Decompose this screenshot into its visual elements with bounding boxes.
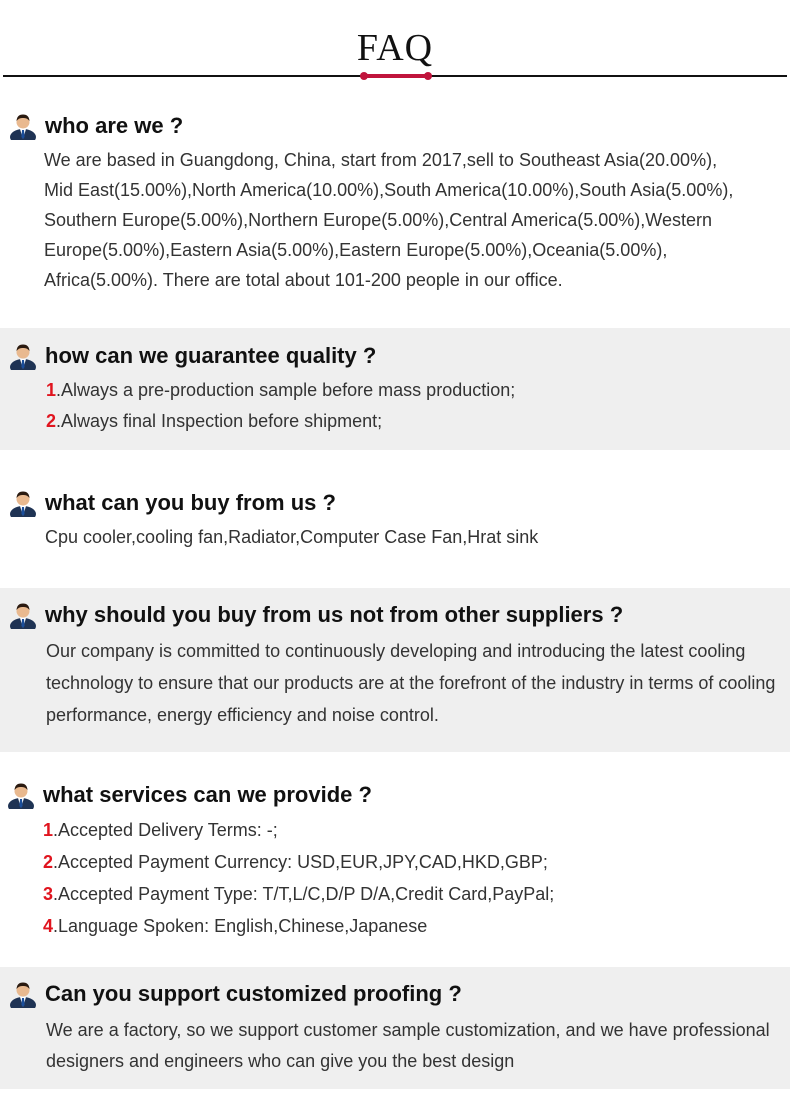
question-text: Can you support customized proofing ?	[45, 981, 462, 1006]
list-number: 1	[43, 820, 54, 840]
list-item	[43, 820, 278, 841]
question-row	[9, 342, 376, 370]
question-row	[9, 489, 336, 517]
answer-line: technology to ensure that our products are at the forefront of the industry in terms of cooling	[46, 673, 776, 693]
businessman-avatar-icon	[9, 112, 37, 140]
list-text: .Always a pre-production sample before mass production;	[56, 380, 516, 400]
list-text: .Accepted Payment Type: T/T,L/C,D/P D/A,Credit Card,PayPal;	[53, 884, 555, 904]
list-text: .Always final Inspection before shipment;	[56, 411, 383, 431]
header-accent	[364, 74, 428, 78]
list-number: 2	[46, 411, 57, 431]
faq-header	[0, 0, 790, 90]
answer-line: We are based in Guangdong, China, start from 2017,sell to Southeast Asia(20.00%),	[44, 150, 718, 170]
question-text: why should you buy from us not from other suppliers ?	[45, 602, 624, 627]
faq-section-customization	[0, 967, 790, 1089]
question-row	[9, 980, 462, 1008]
question-text: what services can we provide ?	[43, 782, 372, 807]
header-accent-dot-left	[360, 72, 368, 80]
list-item	[46, 380, 515, 401]
question-row	[7, 781, 372, 809]
list-number: 4	[43, 916, 54, 936]
question-text: who are we ?	[45, 113, 184, 138]
faq-section-who-are-we	[0, 100, 790, 315]
answer-line: Our company is committed to continuously developing and introducing the latest cooling	[46, 641, 746, 661]
answer-line: Mid East(15.00%),North America(10.00%),South America(10.00%),South Asia(5.00%),	[44, 180, 734, 200]
faq-section-products	[0, 475, 790, 575]
list-text: .Accepted Payment Currency: USD,EUR,JPY,CAD,HKD,GBP;	[53, 852, 548, 872]
businessman-avatar-icon	[7, 781, 35, 809]
list-item	[46, 411, 382, 432]
faq-section-why-us	[0, 588, 790, 752]
faq-section-services	[0, 768, 790, 948]
question-row	[9, 112, 183, 140]
answer-line: Africa(5.00%). There are total about 101-200 people in our office.	[44, 270, 563, 290]
list-text: .Accepted Delivery Terms: -;	[53, 820, 278, 840]
list-item	[43, 884, 554, 905]
businessman-avatar-icon	[9, 342, 37, 370]
businessman-avatar-icon	[9, 601, 37, 629]
list-text: .Language Spoken: English,Chinese,Japanese	[53, 916, 428, 936]
question-row	[9, 601, 623, 629]
faq-section-quality	[0, 328, 790, 450]
answer-line: Cpu cooler,cooling fan,Radiator,Computer Case Fan,Hrat sink	[45, 527, 539, 547]
list-number: 2	[43, 852, 54, 872]
list-item	[43, 916, 427, 937]
answer-line: Europe(5.00%),Eastern Asia(5.00%),Eastern Europe(5.00%),Oceania(5.00%),	[44, 240, 668, 260]
businessman-avatar-icon	[9, 980, 37, 1008]
list-number: 3	[43, 884, 54, 904]
header-accent-dot-right	[424, 72, 432, 80]
answer-line: We are a factory, so we support customer sample customization, and we have professional	[46, 1020, 770, 1040]
page-title: FAQ	[356, 27, 434, 69]
businessman-avatar-icon	[9, 489, 37, 517]
answer-line: designers and engineers who can give you the best design	[46, 1051, 515, 1071]
list-item	[43, 852, 548, 873]
answer-line: Southern Europe(5.00%),Northern Europe(5.00%),Central America(5.00%),Western	[44, 210, 712, 230]
question-text: how can we guarantee quality ?	[45, 343, 377, 368]
list-number: 1	[46, 380, 57, 400]
answer-line: performance, energy efficiency and noise control.	[46, 705, 439, 725]
question-text: what can you buy from us ?	[45, 490, 336, 515]
